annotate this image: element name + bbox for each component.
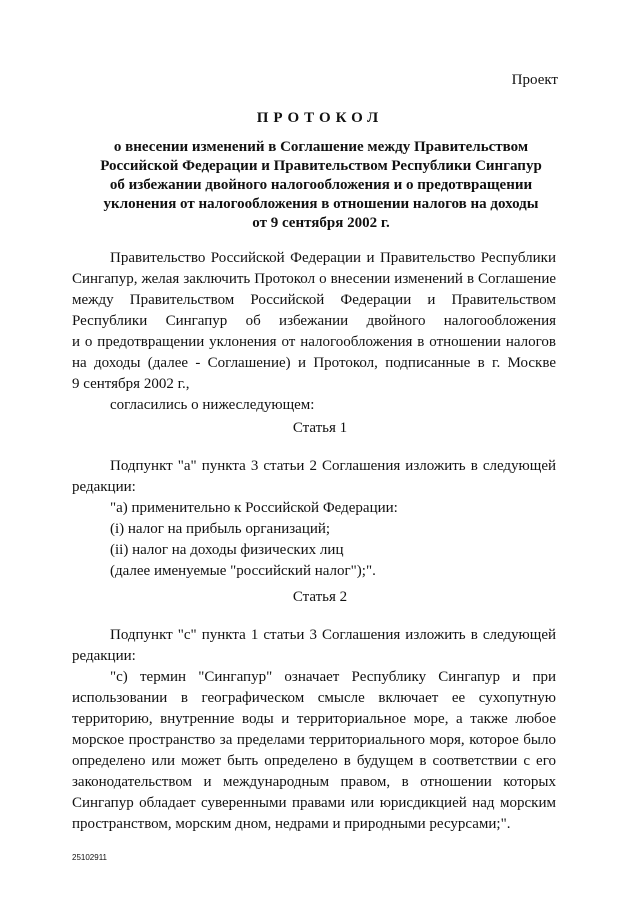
article-line: "с) термин "Сингапур" означает Республику Сингапур и при [110, 669, 556, 685]
article-line: редакции: [72, 648, 136, 664]
article-line: определено или может быть определено в будущем в соответствии с его [72, 753, 556, 769]
article-line: законодательством и международным правом, в отношении которых [72, 774, 556, 790]
article-line: пространством, морским дном, недрами и природными ресурсами;". [72, 816, 511, 832]
subtitle-line: от 9 сентября 2002 г. [252, 215, 390, 231]
article-line: (i) налог на прибыль организаций; [110, 521, 331, 537]
preamble-line: Республики Сингапур об избежании двойного налогообложения [72, 313, 556, 329]
article-2-heading: Статья 2 [292, 589, 348, 605]
subtitle-line: Российской Федерации и Правительством Республики Сингапур [100, 158, 542, 174]
preamble-line: Сингапур, желая заключить Протокол о внесении изменений в Соглашение [72, 271, 556, 287]
article-line: использовании в географическом смысле включает ее сухопутную [72, 690, 556, 706]
subtitle-line: уклонения от налогообложения в отношении налогов на доходы [103, 196, 539, 212]
preamble-line: Правительство Российской Федерации и Правительство Республики [110, 250, 556, 266]
article-line: Подпункт "с" пункта 1 статьи 3 Соглашения изложить в следующей [110, 627, 556, 643]
article-1-body [72, 456, 556, 582]
preamble-line: 9 сентября 2002 г., [72, 376, 190, 392]
article-1-heading: Статья 1 [292, 420, 348, 436]
preamble-line: на доходы (далее - Соглашение) и Протокол, подписанные в г. Москве [72, 355, 556, 371]
preamble-line: и о предотвращении уклонения от налогообложения в отношении налогов [72, 334, 556, 350]
preamble [72, 248, 556, 416]
article-line: Подпункт "а" пункта 3 статьи 2 Соглашения изложить в следующей [110, 458, 556, 474]
document-code: 25102911 [72, 853, 107, 862]
article-line: Сингапур обладает суверенными правами или юрисдикцией над морским [72, 795, 556, 811]
article-line: (далее именуемые "российский налог");". [110, 563, 376, 579]
article-line: территорию, внутренние воды и территориальное море, а также любое [72, 711, 556, 727]
preamble-line: согласились о нижеследующем: [110, 397, 315, 413]
article-line: "а) применительно к Российской Федерации: [110, 500, 398, 516]
subtitle-line: об избежании двойного налогообложения и о предотвращении [109, 177, 533, 193]
document-title: ПРОТОКОЛ [256, 110, 384, 126]
preamble-line: между Правительством Российской Федерации и Правительством [72, 292, 556, 308]
article-line: редакции: [72, 479, 136, 495]
document-subtitle [86, 138, 556, 233]
draft-label: Проект [511, 72, 558, 88]
article-line: морское пространство за пределами территориального моря, которое было [72, 732, 556, 748]
article-line: (ii) налог на доходы физических лиц [110, 542, 344, 558]
subtitle-line: о внесении изменений в Соглашение между Правительством [113, 139, 529, 155]
article-2-body [72, 625, 556, 835]
